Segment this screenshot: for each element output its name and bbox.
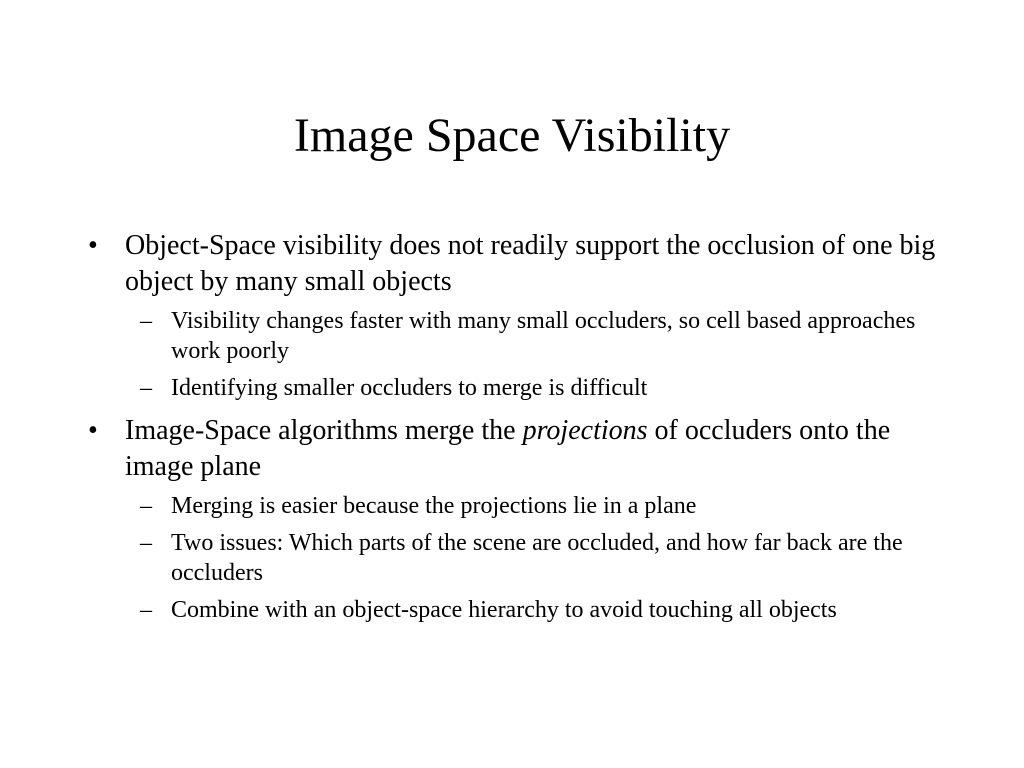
dash-marker: – (140, 493, 152, 519)
dash-marker: – (140, 597, 152, 623)
dash-marker: – (140, 530, 152, 556)
sub-item (88, 595, 948, 625)
bullet-text-emphasis: projections (522, 415, 648, 446)
bullet-text-start: Image-Space algorithms merge the (125, 415, 523, 446)
sub-list (88, 491, 948, 625)
dash-marker: – (140, 375, 152, 401)
bullet-item (88, 228, 948, 300)
bullet-marker: • (88, 230, 98, 261)
sub-item-text: Identifying smaller occluders to merge is difficult (171, 375, 648, 401)
bullet-marker: • (88, 415, 98, 446)
sub-item (88, 373, 948, 403)
sub-item-text: Two issues: Which parts of the scene are occluded, and how far back are the occluders (171, 530, 903, 586)
sub-item (88, 306, 948, 366)
sub-item-text: Combine with an object-space hierarchy to avoid touching all objects (171, 597, 837, 623)
bullet-item (88, 413, 948, 485)
dash-marker: – (140, 308, 152, 334)
sub-item-text: Visibility changes faster with many small occluders, so cell based approaches work poorly (171, 308, 916, 364)
sub-item (88, 528, 948, 588)
sub-list (88, 306, 948, 403)
bullet-text: Object-Space visibility does not readily support the occlusion of one big object by many small objects (125, 230, 936, 297)
slide-title: Image Space Visibility (293, 109, 731, 162)
sub-item-text: Merging is easier because the projections lie in a plane (171, 493, 697, 519)
bullet-text-end: of occluders onto the image plane (125, 415, 891, 482)
slide-content (88, 228, 948, 635)
sub-item (88, 491, 948, 521)
